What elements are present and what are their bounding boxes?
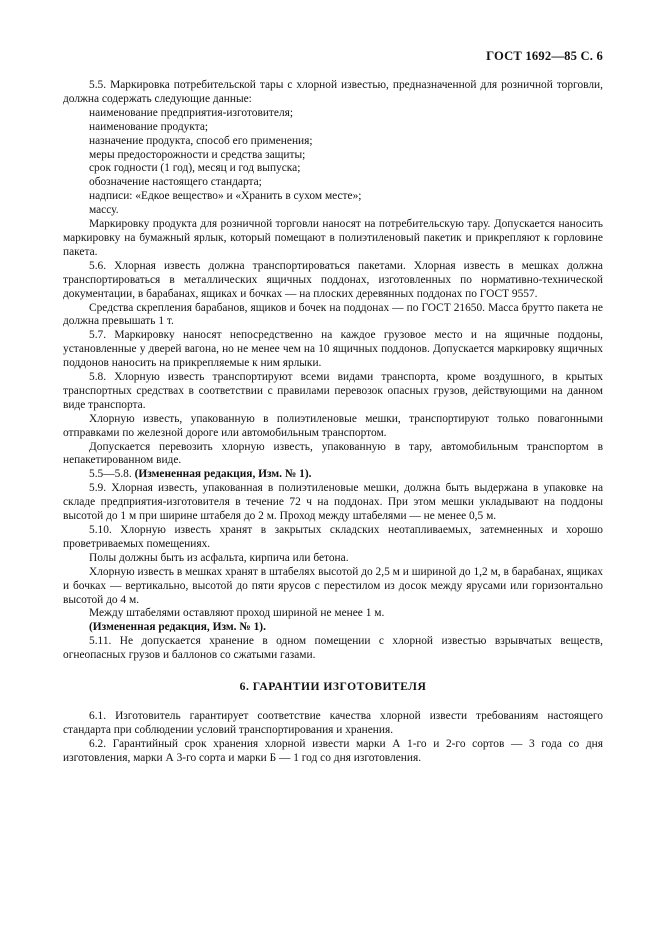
paragraph-5-6-fastening: Средства скрепления барабанов, ящиков и бочек на поддонах — по ГОСТ 21650. Масса брутто пакета не должна превышать 1 т. [63,301,603,328]
paragraph-5-10: 5.10. Хлорную известь хранят в закрытых складских неотапливаемых, затемненных и хорошо проветриваемых помещениях. [63,524,603,550]
document-body [63,79,603,766]
list-item: надписи: «Едкое вещество» и «Хранить в сухом месте»; [89,190,362,203]
paragraph-5-7: 5.7. Маркировку наносят непосредственно на каждое грузовое место и на ящичные поддоны, установленные у дверей вагона, но не менее чем на 10 ящичных поддонов. Допускается маркировку ящичных поддонов наносить на прикрепляемые к ним ярлыки. [63,329,603,370]
section-title-6: 6. ГАРАНТИИ ИЗГОТОВИТЕЛЯ [239,680,427,694]
list-item: срок годности (1 год), месяц и год выпуска; [89,162,301,175]
paragraph-5-5-retail: Маркировку продукта для розничной торговли наносят на потребительскую тару. Допускается наносить маркировку на бумажный ярлык, который помещают в полиэтиленовый пакетик и прикрепляют к горловине пакета. [63,218,603,258]
list-item: назначение продукта, способ его применения; [89,134,313,147]
paragraph-5-10-floors: Полы должны быть из асфальта, кирпича или бетона. [89,551,349,564]
paragraph-6-2: 6.2. Гарантийный срок хранения хлорной извести марки А 1-го и 2-го сортов — 3 года со дня изготовления, марки А 3-го сорта и марки Б — 1 год со дня изготовления. [63,737,603,764]
paragraph-5-8-unpacked: Допускается перевозить хлорную известь, упакованную в тару, автомобильным транспортом в непакетированном виде. [63,440,603,467]
page-header: ГОСТ 1692—85 С. 6 [486,49,603,63]
paragraph-5-6: 5.6. Хлорная известь должна транспортироваться пакетами. Хлорная известь в мешках должна транспортироваться в металлических ящичных поддонах, изготовленных по нормативно-технической документации, в барабанах, ящиках и бочках — на плоских деревянных поддонах по ГОСТ 9557. [63,259,603,300]
revision-note-1 [63,468,603,482]
paragraph-5-11: 5.11. Не допускается хранение в одном помещении с хлорной известью взрывчатых веществ, огнеопасных грузов и баллонов со сжатыми газами. [63,635,603,662]
paragraph-5-10-passage: Между штабелями оставляют проход шириной не менее 1 м. [89,607,385,620]
list-item: наименование продукта; [89,120,209,133]
list-item: наименование предприятия-изготовителя; [89,106,294,119]
paragraph-5-9: 5.9. Хлорная известь, упакованная в полиэтиленовые мешки, должна быть выдержана в упаковке на складе предприятия-изготовителя в течение 72 ч на поддонах. При этом мешки укладывают на поддоны высотой до 1 м при ширине штабеля до 2 м. Проход между штабелями — не менее 0,5 м. [63,482,603,523]
list-item: обозначение настоящего стандарта; [89,176,262,189]
paragraph-5-5: 5.5. Маркировка потребительской тары с хлорной известью, предназначенной для розничной торговли, должна содержать следующие данные: [63,79,603,105]
paragraph-6-1: 6.1. Изготовитель гарантирует соответствие качества хлорной извести требованиям настоящего стандарта при соблюдении условий транспортирования и хранения. [63,709,603,736]
list-item: массу. [89,204,119,217]
revision-note-prefix: 5.5—5.8. [89,468,135,481]
list-item: меры предосторожности и средства защиты; [89,148,306,161]
revision-note-text: (Измененная редакция, Изм. № 1). [134,468,312,481]
paragraph-5-8-bags: Хлорную известь, упакованную в полиэтиленовые мешки, транспортируют только повагонными отправками по железной дороге или автомобильным транспортом. [63,412,603,439]
revision-note-2: (Измененная редакция, Изм. № 1). [89,621,266,634]
paragraph-5-10-stacks: Хлорную известь в мешках хранят в штабелях высотой до 2,5 м и шириной до 1,2 м, в барабанах, ящиках и бочках — вертикально, высотой до пяти ярусов с перестилом из досок между ярусами или горизонтально высотой до 4 м. [63,565,603,606]
paragraph-5-8: 5.8. Хлорную известь транспортируют всеми видами транспорта, кроме воздушного, в крытых транспортных средствах в соответствии с правилами перевозок опасных грузов, действующими на данном виде транспорта. [63,371,603,411]
